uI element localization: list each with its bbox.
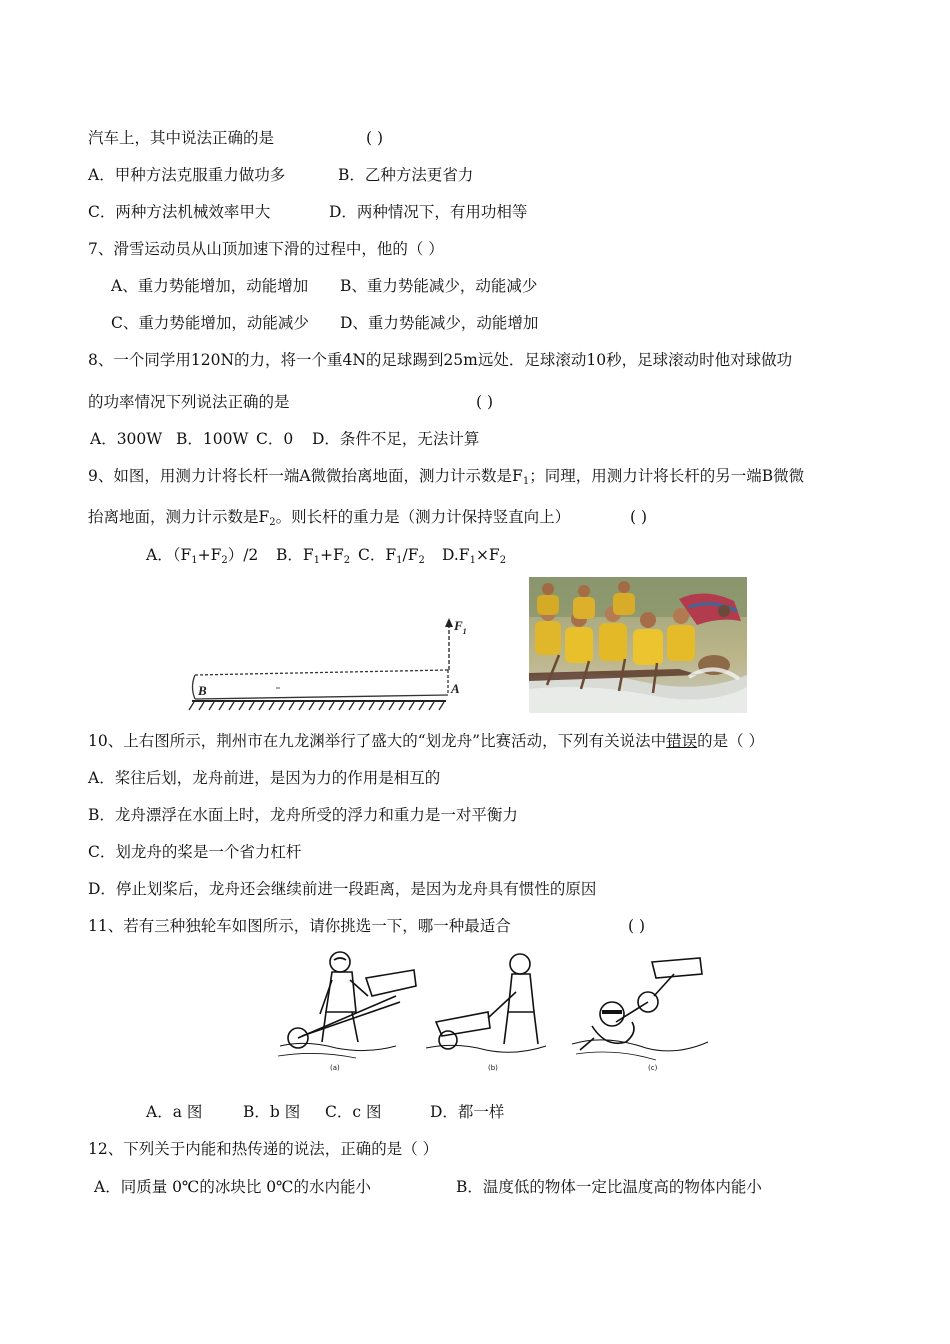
q9-d-p1: D.F: [442, 546, 470, 564]
q8-option-c: C．0: [256, 430, 294, 448]
q10-option-c: C．划龙舟的桨是一个省力杠杆: [88, 843, 302, 861]
q11-option-b: B．b 图: [243, 1103, 301, 1121]
dragon-boat-photo: [529, 577, 747, 713]
q9-d-s1: 1: [469, 555, 476, 566]
q9-c-p2: /F: [402, 546, 419, 564]
label-a: A: [451, 681, 460, 696]
q9-b-s2: 2: [343, 555, 351, 566]
q9-a-p1: A．（F: [146, 546, 192, 564]
q9-c-p1: C．F: [358, 546, 397, 564]
q6-option-d: D．两种情况下，有用功相等: [329, 203, 528, 221]
q8-option-d: D．条件不足，无法计算: [312, 430, 480, 448]
q9-a-s1: 1: [191, 555, 198, 566]
q10-stem-tail: 的是（ ）: [697, 732, 765, 750]
q9-stem1-text-b: ；同理，用测力计将长杆的另一端B微微: [529, 467, 805, 485]
ground-hatching: [189, 702, 444, 710]
q8-option-a: A．300W: [90, 430, 163, 448]
q9-option-c: [358, 545, 425, 565]
q6-option-c: C．两种方法机械效率甲大: [88, 203, 271, 221]
q7-option-b: B、重力势能减少，动能减少: [340, 277, 538, 295]
q8-stem-line2: 的功率情况下列说法正确的是: [88, 393, 290, 411]
label-b: B: [198, 683, 207, 698]
q9-stem1-text: 9、如图，用测力计将长杆一端A微微抬离地面，测力计示数是F: [88, 467, 523, 485]
q10-option-b: B．龙舟漂浮在水面上时，龙舟所受的浮力和重力是一对平衡力: [88, 806, 518, 824]
wheelbarrow-c: [572, 958, 708, 1060]
q10-option-d: D．停止划桨后，龙舟还会继续前进一段距离，是因为龙舟具有惯性的原因: [88, 880, 597, 898]
q7-option-d: D、重力势能减少，动能增加: [340, 314, 539, 332]
q6-option-b: B．乙种方法更省力: [338, 166, 474, 184]
label-f1: $F_1$: [454, 618, 467, 636]
q9-stem2-sub: 2: [269, 517, 276, 528]
q8-answer-bracket: ( ): [476, 393, 494, 411]
q11-option-c: C．c 图: [325, 1103, 382, 1121]
q9-a-p3: ）/2: [227, 546, 259, 564]
q10-option-a: A．桨往后划，龙舟前进，是因为力的作用是相互的: [88, 769, 441, 787]
q10-stem: [88, 731, 764, 751]
q9-stem-line2: [88, 507, 570, 527]
q11-option-d: D．都一样: [430, 1103, 505, 1121]
q9-option-a: [146, 545, 258, 565]
wheelbarrow-a: [278, 952, 416, 1058]
q9-c-s1: 1: [396, 555, 403, 566]
q9-b-s1: 1: [313, 555, 321, 566]
q9-answer-bracket: ( ): [630, 508, 648, 526]
q9-option-b: [276, 545, 350, 565]
q11-option-a: A．a 图: [146, 1103, 203, 1121]
wheelbarrow-b: [426, 954, 546, 1052]
caption-c: (c): [648, 1064, 658, 1072]
q11-stem: 11、若有三种独轮车如图所示，请你挑选一下，哪一种最适合: [88, 917, 511, 935]
wheelbarrow-figure: [276, 952, 716, 1080]
q8-stem-line1: 8、一个同学用120N的力，将一个重4N的足球踢到25m远处．足球滚动10秒，足球滚动时他对球做功: [88, 351, 793, 369]
q9-b-p1: B．F: [276, 546, 314, 564]
q9-d-p2: ×F: [475, 546, 500, 564]
q9-a-p2: +F: [197, 546, 222, 564]
force-arrow-icon: [445, 618, 453, 627]
q7-option-c: C、重力势能增加，动能减少: [111, 314, 309, 332]
q6-stem-tail: 汽车上，其中说法正确的是: [88, 129, 275, 147]
q9-b-p2: +F: [320, 546, 344, 564]
q10-stem-text: 10、上右图所示，荆州市在九龙渊举行了盛大的“划龙舟”比赛活动，下列有关说法中: [88, 732, 667, 750]
q9-c-s2: 2: [418, 555, 425, 566]
q10-stem-underlined: 错误: [666, 732, 698, 750]
q6-answer-bracket: ( ): [366, 129, 384, 147]
q12-option-a: A．同质量 0℃的冰块比 0℃的水内能小: [94, 1178, 371, 1196]
caption-a: (a): [330, 1064, 340, 1072]
q9-stem2-text-b: 。则长杆的重力是（测力计保持竖直向上）: [275, 508, 571, 526]
q12-option-b: B．温度低的物体一定比温度高的物体内能小: [456, 1178, 762, 1196]
q9-d-s2: 2: [499, 555, 507, 566]
rod: [193, 670, 449, 699]
q7-stem: 7、滑雪运动员从山顶加速下滑的过程中，他的（ ）: [88, 240, 444, 258]
caption-b: (b): [488, 1064, 498, 1072]
rod-lever-figure: [186, 612, 467, 716]
q11-answer-bracket: ( ): [628, 917, 646, 935]
q6-option-a: A．甲种方法克服重力做功多: [88, 166, 286, 184]
q9-a-s2: 2: [221, 555, 228, 566]
q9-stem1-sub: 1: [522, 476, 530, 487]
q9-stem2-text: 抬离地面，测力计示数是F: [88, 508, 270, 526]
q9-option-d: [442, 545, 506, 565]
q7-option-a: A、重力势能增加，动能增加: [111, 277, 309, 295]
q12-stem: 12、下列关于内能和热传递的说法，正确的是（ ）: [88, 1140, 439, 1158]
q8-option-b: B．100W: [176, 430, 249, 448]
q9-stem-line1: [88, 466, 804, 486]
